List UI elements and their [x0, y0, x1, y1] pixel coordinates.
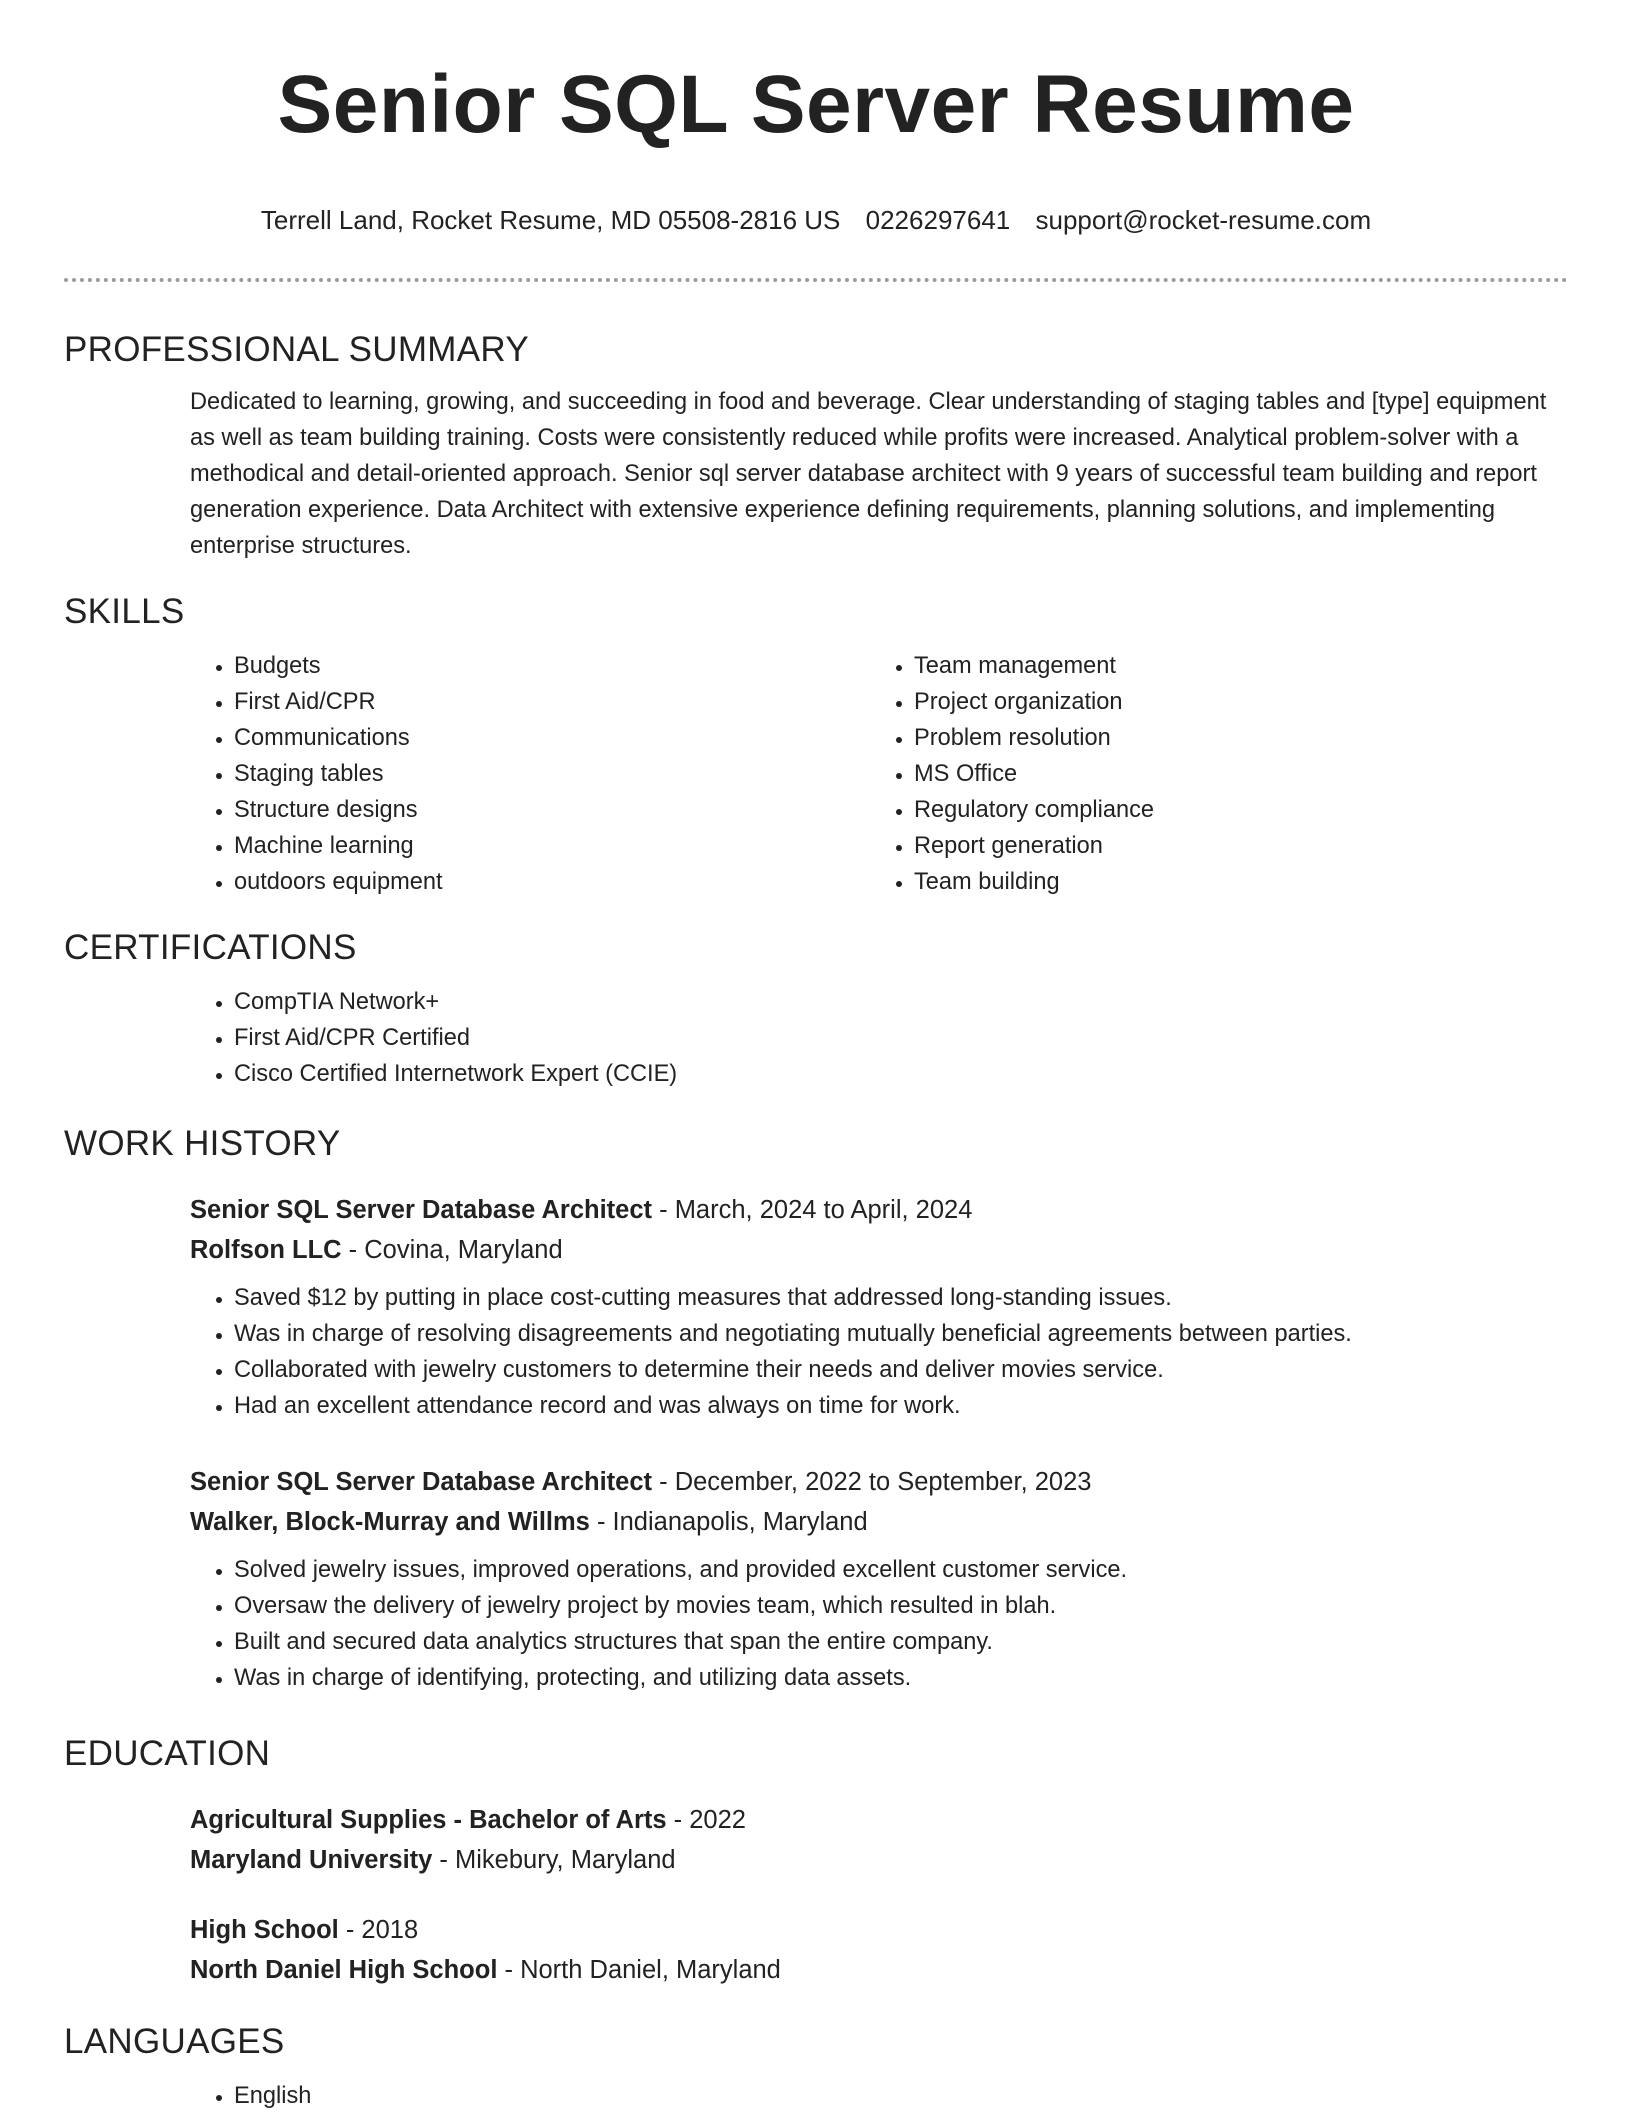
job-title-line: [190, 1190, 1568, 1230]
contact-line: [0, 204, 1632, 236]
institution-line: [190, 1950, 1568, 1990]
skill-item: • Structure designs: [234, 792, 870, 828]
job-location: - Indianapolis, Maryland: [589, 1508, 868, 1536]
degree: High School: [190, 1916, 339, 1944]
job-title-line: [190, 1462, 1568, 1502]
job-bullet: • Had an excellent attendance record and was always on time for work.: [234, 1388, 1568, 1424]
degree: Agricultural Supplies - Bachelor of Arts: [190, 1806, 667, 1834]
job-company: Rolfson LLC: [190, 1236, 342, 1264]
job-bullet: • Collaborated with jewelry customers to determine their needs and deliver movies service.: [234, 1352, 1568, 1388]
education-entry: [190, 1910, 1568, 1990]
institution: North Daniel High School: [190, 1956, 498, 1984]
job-bullet: • Was in charge of identifying, protecting, and utilizing data assets.: [234, 1660, 1568, 1696]
job-dates: - December, 2022 to September, 2023: [652, 1468, 1092, 1496]
languages-section: [0, 2020, 1632, 2114]
job-bullet: • Was in charge of resolving disagreements and negotiating mutually beneficial agreements between parties.: [234, 1316, 1568, 1352]
summary-heading: PROFESSIONAL SUMMARY: [64, 330, 529, 369]
languages-heading: LANGUAGES: [64, 2022, 285, 2061]
summary-section: [0, 328, 1632, 564]
skills-column-right: [870, 648, 1550, 900]
job-bullet: • Saved $12 by putting in place cost-cutting measures that addressed long-standing issues.: [234, 1280, 1568, 1316]
skill-item: • Staging tables: [234, 756, 870, 792]
contact-phone: 0226297641: [865, 205, 1011, 235]
skills-section: [0, 590, 1632, 900]
job-bullet: • Solved jewelry issues, improved operations, and provided excellent customer service.: [234, 1552, 1568, 1588]
skill-item: • Project organization: [914, 684, 1550, 720]
job-company-line: [190, 1502, 1568, 1542]
work-history-heading: WORK HISTORY: [64, 1124, 341, 1163]
header-divider: [64, 278, 1568, 282]
skill-item: • Communications: [234, 720, 870, 756]
skill-item: • Machine learning: [234, 828, 870, 864]
job-company-line: [190, 1230, 1568, 1270]
skill-item: • Budgets: [234, 648, 870, 684]
job-bullet: • Oversaw the delivery of jewelry project by movies team, which resulted in blah.: [234, 1588, 1568, 1624]
skill-item: • outdoors equipment: [234, 864, 870, 900]
contact-email[interactable]: support@rocket-resume.com: [1035, 205, 1372, 235]
certifications-section: [0, 926, 1632, 1092]
job-dates: - March, 2024 to April, 2024: [652, 1196, 973, 1224]
job-entry: [190, 1462, 1568, 1696]
skill-item: • MS Office: [914, 756, 1550, 792]
skill-item: • Report generation: [914, 828, 1550, 864]
institution: Maryland University: [190, 1846, 433, 1874]
certification-item: • Cisco Certified Internetwork Expert (CCIE): [234, 1056, 1568, 1092]
certification-item: • CompTIA Network+: [234, 984, 1568, 1020]
skills-column-left: [190, 648, 870, 900]
language-item: • English: [234, 2078, 1568, 2114]
work-history-section: [0, 1122, 1632, 1696]
education-entry: [190, 1800, 1568, 1880]
skill-item: • First Aid/CPR: [234, 684, 870, 720]
contact-address: Terrell Land, Rocket Resume, MD 05508-2816 US: [260, 205, 841, 235]
skill-item: • Problem resolution: [914, 720, 1550, 756]
job-bullet: • Built and secured data analytics structures that span the entire company.: [234, 1624, 1568, 1660]
skills-heading: SKILLS: [64, 592, 185, 631]
education-section: [0, 1732, 1632, 1990]
institution-line: [190, 1840, 1568, 1880]
graduation-year: - 2018: [338, 1916, 419, 1944]
job-entry: [190, 1190, 1568, 1424]
job-title: Senior SQL Server Database Architect: [190, 1196, 653, 1224]
resume-title: Senior SQL Server Resume: [277, 59, 1355, 150]
education-heading: EDUCATION: [64, 1734, 271, 1773]
certification-item: • First Aid/CPR Certified: [234, 1020, 1568, 1056]
job-title: Senior SQL Server Database Architect: [190, 1468, 653, 1496]
degree-line: [190, 1910, 1568, 1950]
institution-location: - North Daniel, Maryland: [497, 1956, 781, 1984]
job-location: - Covina, Maryland: [341, 1236, 563, 1264]
summary-text: Dedicated to learning, growing, and succeeding in food and beverage. Clear understanding of staging tables and [type] equipment as well as team building training. Costs were consistently reduced while profits were increased. Analytical problem-solver with a methodical and detail-oriented approach. Senior sql server database architect with 9 years of successful team building and report generation experience. Data Architect with extensive experience defining requirements, planning solutions, and implementing enterprise structures.: [190, 389, 1547, 559]
skill-item: • Regulatory compliance: [914, 792, 1550, 828]
certifications-heading: CERTIFICATIONS: [64, 928, 357, 967]
skill-item: • Team management: [914, 648, 1550, 684]
degree-line: [190, 1800, 1568, 1840]
institution-location: - Mikebury, Maryland: [432, 1846, 676, 1874]
job-company: Walker, Block-Murray and Willms: [190, 1508, 590, 1536]
graduation-year: - 2022: [666, 1806, 746, 1834]
skill-item: • Team building: [914, 864, 1550, 900]
